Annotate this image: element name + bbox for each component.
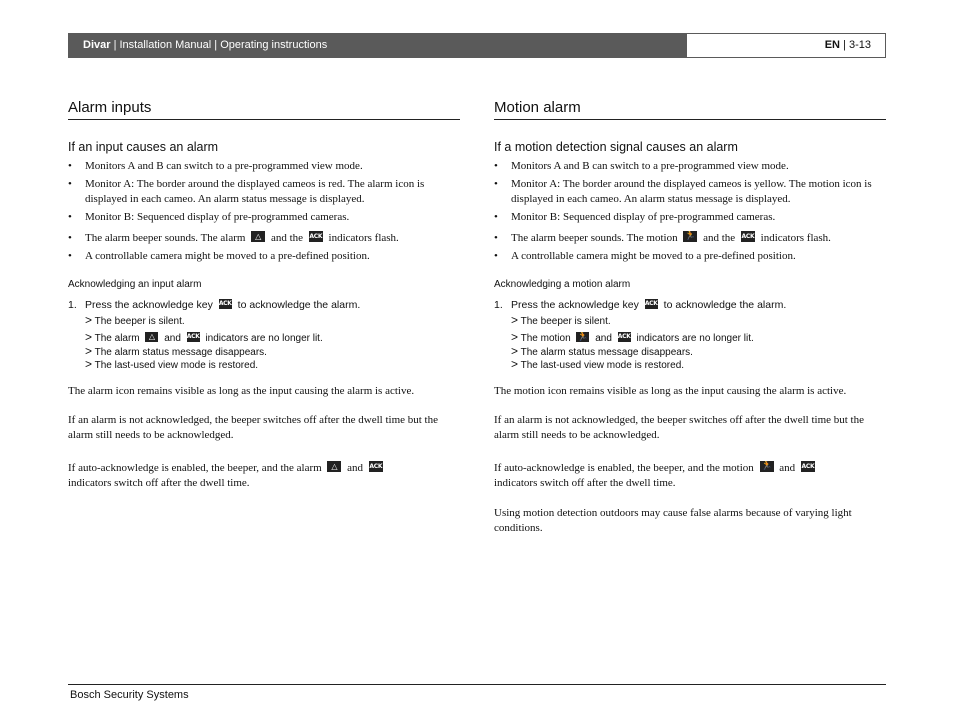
text: Press the acknowledge key xyxy=(85,299,216,311)
list-item-beeper xyxy=(68,231,460,246)
step-number: 1. xyxy=(494,299,503,311)
motion-icon: 🏃 xyxy=(577,332,589,342)
subheading: If an input causes an alarm xyxy=(68,140,219,154)
list-item: • Monitors A and B can switch to a pre-programmed view mode. xyxy=(68,159,460,174)
bullet-list-2 xyxy=(494,231,886,264)
paragraph: The alarm icon remains visible as long as the input causing the alarm is active. xyxy=(68,385,415,397)
motion-icon: 🏃 xyxy=(684,231,696,241)
motion-icon: 🏃 xyxy=(760,461,773,471)
list-item: • Monitor B: Sequenced display of pre-programmed cameras. xyxy=(494,210,886,225)
text: If auto-acknowledge is enabled, the beeper, and the motion xyxy=(494,462,757,474)
list-item: • Monitor A: The border around the displayed cameos is red. The alarm icon is displayed in each cameo. An alarm status message is displayed. xyxy=(68,177,460,207)
footer-company: Bosch Security Systems xyxy=(70,689,189,701)
step-1 xyxy=(494,298,886,312)
ack-icon: ACK xyxy=(741,233,755,240)
step-1 xyxy=(68,298,460,312)
result-2: > The alarm △ and ACK indicators are no longer lit. xyxy=(85,330,323,344)
text: The alarm beeper sounds. The alarm xyxy=(85,232,249,244)
result-2: > The motion 🏃 and ACK indicators are no longer lit. xyxy=(511,330,754,344)
brand-name: Divar xyxy=(83,39,111,51)
text: The last-used view mode is restored. xyxy=(520,360,685,371)
text: indicators flash. xyxy=(757,232,831,244)
paragraph: If an alarm is not acknowledged, the beeper switches off after the dwell time but the alarm still needs to be acknowledged. xyxy=(68,414,438,441)
list-item: • A controllable camera might be moved to a pre-defined position. xyxy=(68,249,460,264)
text: and xyxy=(776,462,798,474)
footer-divider xyxy=(68,684,886,685)
paragraph-auto-ack xyxy=(68,461,460,491)
result-1: > The beeper is silent. xyxy=(85,313,185,327)
alarm-icon: △ xyxy=(145,332,158,342)
paragraph: Using motion detection outdoors may cause false alarms because of varying light conditions. xyxy=(494,507,852,534)
bullet-list xyxy=(494,159,886,225)
bullet-list-2 xyxy=(68,231,460,264)
text: The beeper is silent. xyxy=(520,316,611,327)
result-1: > The beeper is silent. xyxy=(511,313,611,327)
result-3: > The alarm status message disappears. xyxy=(85,344,267,358)
language-code: EN xyxy=(824,39,840,51)
ack-icon: ACK xyxy=(644,300,658,307)
list-item-beeper xyxy=(494,231,886,246)
paragraph: If an alarm is not acknowledged, the beeper switches off after the dwell time but the alarm still needs to be acknowledged. xyxy=(494,414,864,441)
text: Press the acknowledge key xyxy=(511,299,642,311)
step-text xyxy=(85,298,360,312)
paragraph: The motion icon remains visible as long as the input causing the alarm is active. xyxy=(494,385,847,397)
paragraph-auto-ack xyxy=(494,461,886,491)
text: and the xyxy=(700,232,738,244)
text: The alarm beeper sounds. The motion xyxy=(511,232,681,244)
ack-icon: ACK xyxy=(186,333,200,340)
result-3: > The alarm status message disappears. xyxy=(511,344,693,358)
text: indicators switch off after the dwell time. xyxy=(68,477,250,489)
section-title: Motion alarm xyxy=(494,98,886,120)
text: and xyxy=(592,333,615,344)
section-title: Alarm inputs xyxy=(68,98,460,120)
text: The beeper is silent. xyxy=(94,316,185,327)
motion-alarm-section xyxy=(494,98,886,534)
list-item: • Monitor A: The border around the displayed cameos is yellow. The motion icon is displayed in each cameo. An alarm status message is displayed. xyxy=(494,177,886,207)
ack-icon: ACK xyxy=(309,233,323,240)
header-title-bar xyxy=(68,33,686,58)
text: and xyxy=(344,462,366,474)
text: indicators are no longer lit. xyxy=(202,333,323,344)
alarm-icon: △ xyxy=(327,461,341,472)
text: indicators flash. xyxy=(325,232,399,244)
text: If auto-acknowledge is enabled, the beeper, and the alarm xyxy=(68,462,325,474)
text: The motion xyxy=(520,333,574,344)
step-number: 1. xyxy=(68,299,77,311)
text: indicators switch off after the dwell time. xyxy=(494,477,676,489)
text: and the xyxy=(268,232,306,244)
text: The alarm status message disappears. xyxy=(94,347,267,358)
text: and xyxy=(161,333,184,344)
alarm-icon: △ xyxy=(251,231,265,242)
bullet-list xyxy=(68,159,460,225)
ack-icon: ACK xyxy=(369,463,383,470)
ack-icon: ACK xyxy=(801,463,815,470)
subheading: If a motion detection signal causes an alarm xyxy=(494,140,738,154)
alarm-inputs-section xyxy=(68,98,460,489)
text: The alarm status message disappears. xyxy=(520,347,693,358)
text: The alarm xyxy=(94,333,143,344)
step-text xyxy=(511,298,786,312)
page-number: | 3-13 xyxy=(840,39,871,51)
header-page-box xyxy=(686,33,886,58)
list-item: • Monitors A and B can switch to a pre-programmed view mode. xyxy=(494,159,886,174)
list-item: • A controllable camera might be moved to a pre-defined position. xyxy=(494,249,886,264)
text: indicators are no longer lit. xyxy=(633,333,754,344)
ack-heading: Acknowledging a motion alarm xyxy=(494,279,631,290)
result-4: > The last-used view mode is restored. xyxy=(511,357,685,371)
ack-icon: ACK xyxy=(218,300,232,307)
result-4: > The last-used view mode is restored. xyxy=(85,357,259,371)
ack-heading: Acknowledging an input alarm xyxy=(68,279,202,290)
document-title: | Installation Manual | Operating instructions xyxy=(110,39,328,51)
list-item: • Monitor B: Sequenced display of pre-programmed cameras. xyxy=(68,210,460,225)
text: The last-used view mode is restored. xyxy=(94,360,259,371)
text: to acknowledge the alarm. xyxy=(234,299,361,311)
ack-icon: ACK xyxy=(617,333,631,340)
text: to acknowledge the alarm. xyxy=(660,299,787,311)
